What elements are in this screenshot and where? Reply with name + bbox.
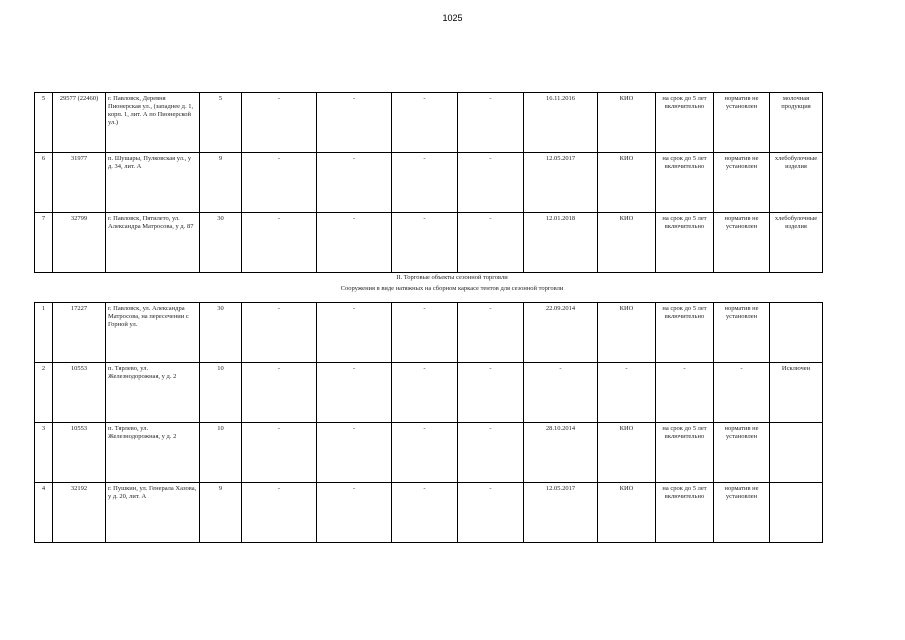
table-permanent-objects	[34, 92, 823, 273]
cell-row-number: 7	[35, 213, 53, 273]
cell-term: на срок до 5 лет включительно	[656, 153, 714, 213]
cell-row-number: 6	[35, 153, 53, 213]
cell-norm: норматив не установлен	[714, 423, 770, 483]
cell-object-id: 17227	[53, 303, 106, 363]
cell-col-8: -	[458, 213, 524, 273]
cell-term: на срок до 5 лет включительно	[656, 483, 714, 543]
cell-norm: норматив не установлен	[714, 213, 770, 273]
cell-address: п. Тярлево, ул. Железнодорожная, у д. 2	[106, 363, 200, 423]
cell-norm: норматив не установлен	[714, 483, 770, 543]
cell-term: на срок до 5 лет включительно	[656, 303, 714, 363]
cell-col-7: -	[392, 213, 458, 273]
cell-area: 5	[200, 93, 242, 153]
cell-term: на срок до 5 лет включительно	[656, 213, 714, 273]
table-row	[35, 213, 823, 273]
cell-area: 30	[200, 303, 242, 363]
cell-address: п. Шушары, Пулковская ул., у д. 34, лит. А	[106, 153, 200, 213]
cell-col-6: -	[317, 303, 392, 363]
cell-col-8: -	[458, 423, 524, 483]
cell-object-id: 32192	[53, 483, 106, 543]
cell-norm: норматив не установлен	[714, 303, 770, 363]
cell-col-7: -	[392, 363, 458, 423]
cell-row-number: 2	[35, 363, 53, 423]
cell-organization: КИО	[598, 93, 656, 153]
cell-area: 10	[200, 423, 242, 483]
cell-term: на срок до 5 лет включительно	[656, 423, 714, 483]
cell-organization: -	[598, 363, 656, 423]
cell-col-5: -	[242, 363, 317, 423]
cell-object-id: 10553	[53, 363, 106, 423]
cell-product	[770, 483, 823, 543]
page-number: 1025	[442, 13, 463, 23]
cell-date: 12.05.2017	[524, 483, 598, 543]
cell-organization: КИО	[598, 213, 656, 273]
cell-date: 12.05.2017	[524, 153, 598, 213]
cell-col-8: -	[458, 153, 524, 213]
cell-term: -	[656, 363, 714, 423]
cell-term: на срок до 5 лет включительно	[656, 93, 714, 153]
cell-product	[770, 423, 823, 483]
section-title: II. Торговые объекты сезонной торговли	[396, 274, 508, 281]
cell-col-7: -	[392, 423, 458, 483]
cell-address: п. Тярлево, ул. Железнодорожная, у д. 2	[106, 423, 200, 483]
cell-row-number: 3	[35, 423, 53, 483]
cell-col-5: -	[242, 303, 317, 363]
cell-col-6: -	[317, 153, 392, 213]
table-row	[35, 423, 823, 483]
cell-col-8: -	[458, 93, 524, 153]
cell-address: г. Павловск, ул. Александра Матросова, на пересечении с Горной ул.	[106, 303, 200, 363]
table-row	[35, 303, 823, 363]
cell-date: 22.09.2014	[524, 303, 598, 363]
table-row	[35, 483, 823, 543]
cell-product: хлебобулочные изделия	[770, 213, 823, 273]
cell-area: 9	[200, 483, 242, 543]
cell-col-7: -	[392, 93, 458, 153]
cell-object-id: 32799	[53, 213, 106, 273]
cell-address: г. Павловск, Деревня Пионерская ул., (западнее д. 1, корп. 1, лит. А по Пионерской ул.)	[106, 93, 200, 153]
cell-norm: норматив не установлен	[714, 153, 770, 213]
cell-col-8: -	[458, 483, 524, 543]
cell-object-id: 31977	[53, 153, 106, 213]
cell-date: 16.11.2016	[524, 93, 598, 153]
cell-object-id: 29577 (22460)	[53, 93, 106, 153]
cell-col-6: -	[317, 423, 392, 483]
cell-col-5: -	[242, 483, 317, 543]
cell-area: 10	[200, 363, 242, 423]
cell-address: г. Пушкин, ул. Генерала Хазова, у д. 20, лит. А	[106, 483, 200, 543]
cell-norm: -	[714, 363, 770, 423]
cell-organization: КИО	[598, 483, 656, 543]
cell-product: молочная продукция	[770, 93, 823, 153]
cell-col-6: -	[317, 483, 392, 543]
cell-col-8: -	[458, 363, 524, 423]
cell-organization: КИО	[598, 423, 656, 483]
cell-col-7: -	[392, 153, 458, 213]
cell-object-id: 10553	[53, 423, 106, 483]
cell-col-7: -	[392, 483, 458, 543]
cell-col-6: -	[317, 363, 392, 423]
table-row	[35, 153, 823, 213]
table-row	[35, 93, 823, 153]
table-seasonal-objects	[34, 302, 823, 543]
cell-address: г. Павловск, Пятилето, ул. Александра Матросова, у д. 87	[106, 213, 200, 273]
cell-col-5: -	[242, 213, 317, 273]
cell-col-6: -	[317, 213, 392, 273]
cell-row-number: 5	[35, 93, 53, 153]
cell-col-7: -	[392, 303, 458, 363]
cell-product: Исключен	[770, 363, 823, 423]
cell-row-number: 1	[35, 303, 53, 363]
cell-col-5: -	[242, 153, 317, 213]
table-row	[35, 363, 823, 423]
cell-area: 9	[200, 153, 242, 213]
cell-product	[770, 303, 823, 363]
cell-col-5: -	[242, 93, 317, 153]
cell-date: -	[524, 363, 598, 423]
cell-norm: норматив не установлен	[714, 93, 770, 153]
cell-organization: КИО	[598, 153, 656, 213]
cell-col-8: -	[458, 303, 524, 363]
section-subtitle: Сооружения в виде натяжных на сборном каркасе тентов для сезонной торговли	[340, 285, 564, 292]
cell-row-number: 4	[35, 483, 53, 543]
cell-date: 28.10.2014	[524, 423, 598, 483]
cell-organization: КИО	[598, 303, 656, 363]
cell-col-5: -	[242, 423, 317, 483]
cell-date: 12.01.2018	[524, 213, 598, 273]
cell-col-6: -	[317, 93, 392, 153]
cell-area: 30	[200, 213, 242, 273]
cell-product: хлебобулочные изделия	[770, 153, 823, 213]
